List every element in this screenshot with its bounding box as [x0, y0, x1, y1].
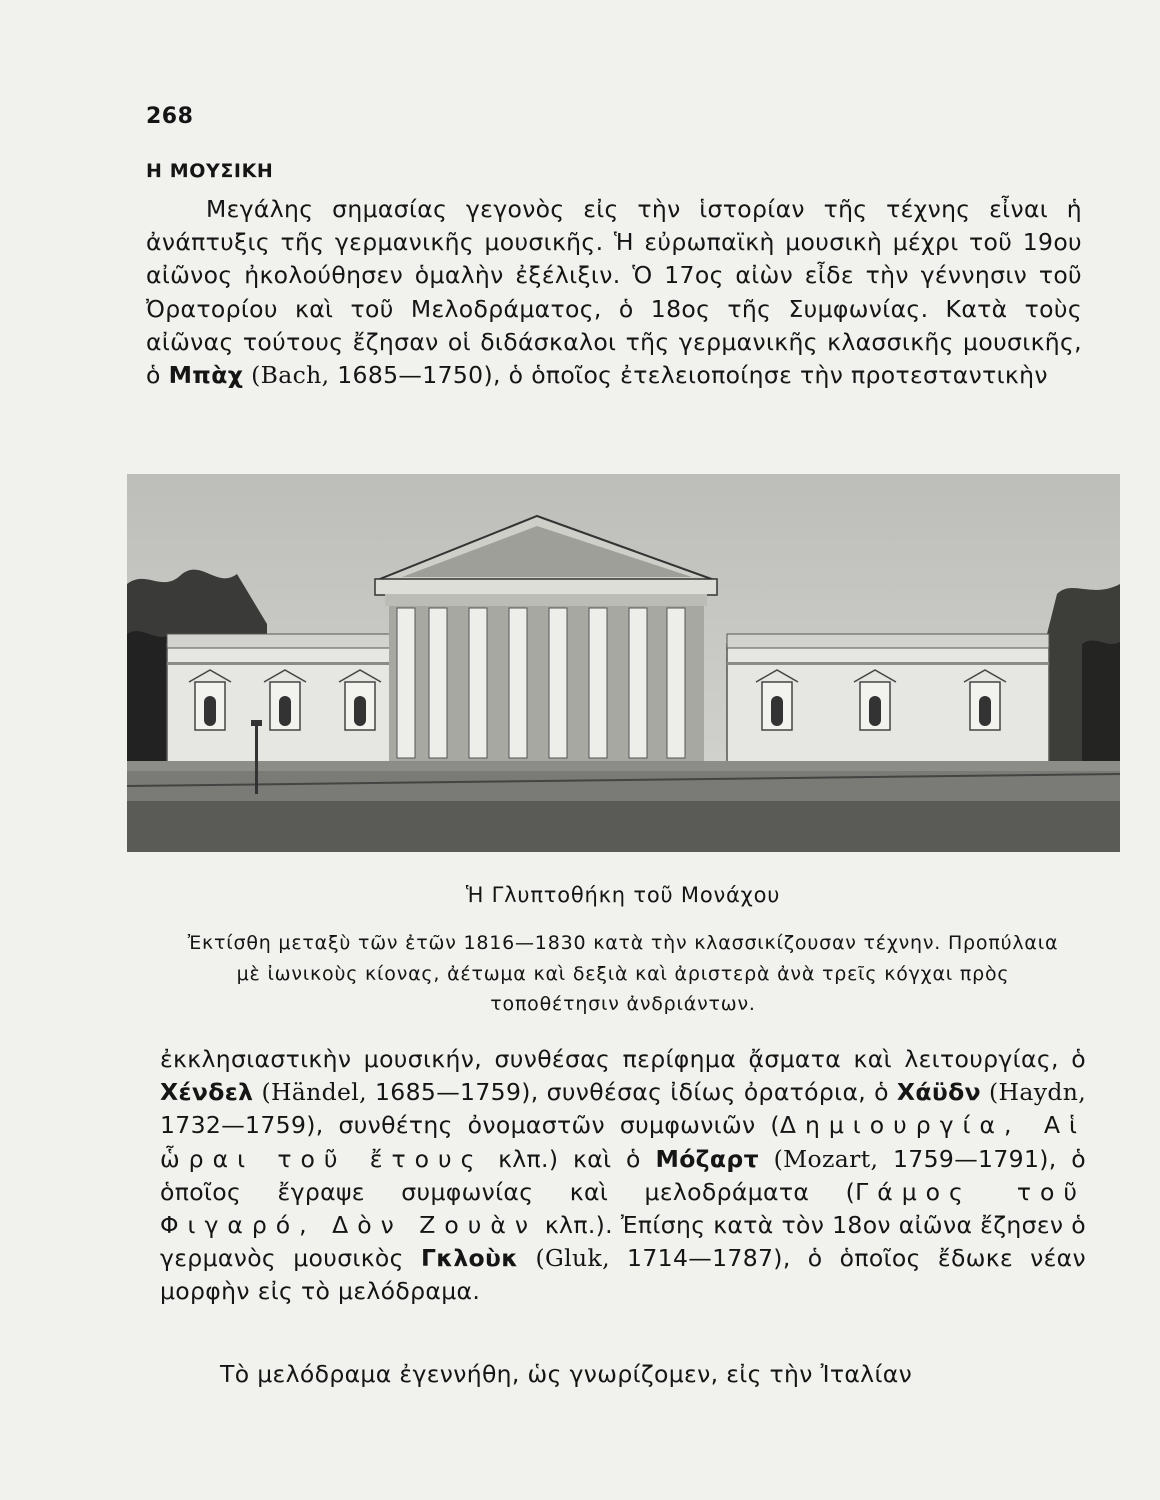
paragraph-1 — [146, 193, 1082, 392]
haydn-works: Δημιουργία, Αἱ ὧραι τοῦ ἔτους — [160, 1111, 1086, 1173]
paragraph-2 — [160, 1043, 1086, 1309]
latin-gluck: (Gluk, — [535, 1244, 610, 1273]
p2-text-5: 1759—1791), ὁ ὁποῖος ἔγραψε συμφωνίας καὶ μελοδράματα ( — [160, 1144, 1086, 1206]
mozart-works: Γάμος τοῦ Φιγαρό, Δὸν Ζουὰν — [160, 1177, 1086, 1240]
name-haydn: Χάϋδν — [896, 1078, 981, 1107]
latin-bach: (Bach, — [251, 361, 330, 390]
page-number: 268 — [146, 104, 194, 129]
paragraph-3: Τὸ μελόδραμα ἐγεννήθη, ὡς γνωρίζομεν, εἰς τὴν Ἰταλίαν — [220, 1360, 913, 1388]
p2-text-6: κλπ.). Ἐπίσης κατὰ τὸν 18ον αἰῶνα ἔζησεν ὁ γερμανὸς μουσικὸς — [160, 1211, 1086, 1273]
latin-handel: (Händel, — [261, 1078, 367, 1107]
running-head: Η ΜΟΥΣΙΚΗ — [146, 160, 274, 182]
paragraph-1-text-b: 1685—1750), ὁ ὁποῖος ἐτελειοποίησε τὴν προτεσταντικὴν — [329, 361, 1048, 390]
glyptothek-photo — [127, 474, 1120, 852]
p2-text-4: κλπ.) καὶ ὁ — [483, 1144, 656, 1173]
name-mozart: Μόζαρτ — [655, 1144, 759, 1173]
p2-text-1: ἐκκλησιαστικὴν μουσικήν, συνθέσας περίφημα ᾄσματα καὶ λειτουργίας, ὁ — [160, 1045, 1086, 1073]
p2-text-2: 1685—1759), συνθέσας ἰδίως ὀρατόρια, ὁ — [366, 1078, 897, 1107]
glyptothek-building-illustration — [127, 474, 1120, 852]
p2-text-3: 1732—1759), συνθέτης ὀνομαστῶν συμφωνιῶν ( — [160, 1111, 780, 1140]
figure-title: Ἡ Γλυπτοθήκη τοῦ Μονάχου — [465, 883, 781, 907]
latin-mozart: (Mozart, — [773, 1144, 879, 1173]
p2-text-7: 1714—1787), ὁ ὁποῖος ἔδωκε νέαν μορφὴν εἰς τὸ μελόδραμα. — [160, 1244, 1086, 1306]
paragraph-1-text-a: Μεγάλης σημασίας γεγονὸς εἰς τὴν ἱστορίαν τῆς τέχνης εἶναι ἡ ἀνάπτυξις τῆς γερμανικῆς μουσικῆς. Ἡ εὐρωπαϊκὴ μουσικὴ μέχρι τοῦ 19ου αἰῶνος ἠκολούθησεν ὁμαλὴν ἐξέλιξιν. Ὁ 17ος αἰὼν εἶδε τὴν γέννησιν τοῦ Ὀρατορίου καὶ τοῦ Μελοδράματος, ὁ 18ος τῆς Συμφωνίας. Κατὰ τοὺς αἰῶνας τούτους ἔζησαν οἱ διδάσκαλοι τῆς γερμανικῆς κλασσικῆς μουσικῆς, ὁ — [146, 195, 1082, 390]
name-handel: Χένδελ — [160, 1078, 254, 1107]
latin-haydn: (Haydn, — [988, 1078, 1087, 1107]
name-gluck: Γκλοὺκ — [420, 1244, 519, 1273]
figure-caption: Ἐκτίσθη μεταξὺ τῶν ἐτῶν 1816—1830 κατὰ τὴν κλασσικίζουσαν τέχνην. Προπύλαια μὲ ἰωνικοὺς κίονας, ἀέτωμα καὶ δεξιὰ καὶ ἀριστερὰ ἀνὰ τρεῖς κόγχαι πρὸς τοποθέτησιν ἀνδριάντων. — [187, 932, 1059, 1015]
name-bach: Μπὰχ — [168, 361, 244, 390]
